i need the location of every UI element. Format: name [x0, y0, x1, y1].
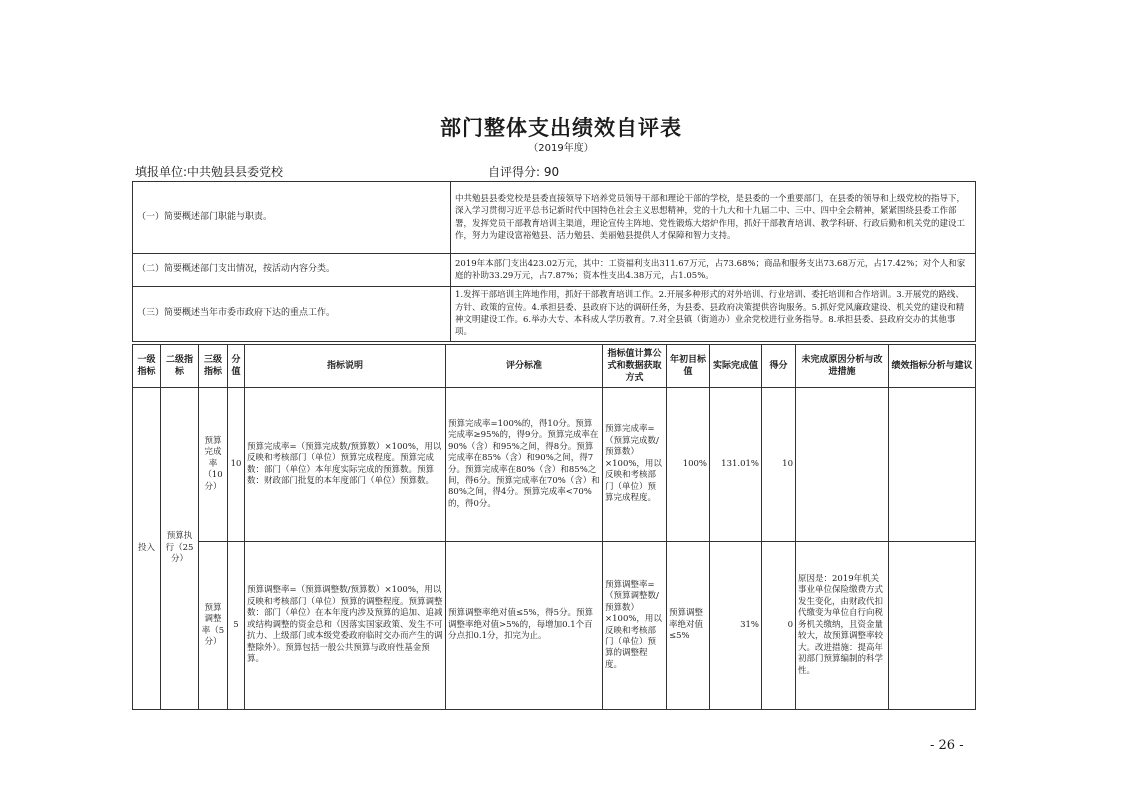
- overview-answer: 1.发挥干部培训主阵地作用，抓好干部教育培训工作。2.开展多种形式的对外培训、行业培训、委托培训和合作培训。3.开展党的路线、方针、政策的宣传。4.承担县委、县政府下达的调研任务，为县委、县政府决策提供咨询服务。5.抓好党风廉政建设、机关党的建设和精神文明建设工作。6.举办大专、本科成人学历教育。7.对全县镇（街道办）业余党校进行业务指导。8.承担县委、县政府交办的其他事项。: [451, 287, 976, 342]
- formula-cell: 预算完成率=（预算完成数/预算数）×100%，用以反映和考核部门（单位）预算完成程度。: [603, 388, 667, 542]
- report-year: （2019年度）: [528, 143, 594, 154]
- overview-question: （二）简要概述部门支出情况，按活动内容分类。: [133, 254, 451, 287]
- level1-cell: 投入: [133, 388, 161, 710]
- col-header: 指标说明: [245, 345, 446, 388]
- table-row: [133, 388, 976, 542]
- overview-row: [133, 254, 976, 287]
- reason-cell: 原因是：2019年机关事业单位保险缴费方式发生变化，由财政代扣代缴变为单位自行向税务机关缴纳，且资金量较大，故预算调整率较大。改进措施：提高年初部门预算编制的科学性。: [796, 542, 889, 710]
- overview-row: [133, 182, 976, 254]
- formula-cell: 预算调整率=（预算调整数/预算数）×100%，用以反映和考核部门（单位）预算的调整程度。: [603, 542, 667, 710]
- suggest-cell: [889, 388, 976, 542]
- suggest-cell: [889, 542, 976, 710]
- col-header: 三级指标: [199, 345, 228, 388]
- col-header: 绩效指标分析与建议: [889, 345, 976, 388]
- score-value-cell: 10: [228, 388, 245, 542]
- reporting-unit: 填报单位:中共勉县县委党校: [135, 165, 284, 179]
- score-cell: 0: [762, 542, 796, 710]
- col-header: 二级指标: [161, 345, 199, 388]
- actual-cell: 31%: [710, 542, 762, 710]
- col-header: 年初目标值: [667, 345, 710, 388]
- col-header: 指标值计算公式和数据获取方式: [603, 345, 667, 388]
- col-header: 得分: [762, 345, 796, 388]
- score-value-cell: 5: [228, 542, 245, 710]
- header-row: [133, 345, 976, 388]
- overview-answer: 中共勉县县委党校是县委直接领导下培养党员领导干部和理论干部的学校，是县委的一个重要部门，在县委的领导和上级党校的指导下，深入学习贯彻习近平总书记新时代中国特色社会主义思想精神，党的十九大和十九届二中、三中、四中全会精神，紧紧围绕县委工作部署，发挥党员干部教育培训主渠道，理论宣传主阵地、党性锻炼大熔炉作用，抓好干部教育培训、教学科研、行政后勤和机关党的建设工作，努力为建设富裕勉县、活力勉县、美丽勉县提供人才保障和智力支持。: [451, 182, 976, 254]
- table-row: [133, 542, 976, 710]
- actual-cell: 131.01%: [710, 388, 762, 542]
- col-header: 实际完成值: [710, 345, 762, 388]
- col-header: 未完成原因分析与改进措施: [796, 345, 889, 388]
- page-number: - 26 -: [930, 738, 964, 753]
- score-cell: 10: [762, 388, 796, 542]
- desc-cell: 预算调整率=（预算调整数/预算数）×100%，用以反映和考核部门（单位）预算的调整程度。预算调整数：部门（单位）在本年度内涉及预算的追加、追减或结构调整的资金总和（因落实国家政策、发生不可抗力、上级部门或本级党委政府临时交办而产生的调整除外）。预算包括一般公共预算与政府性基金预算。: [245, 542, 446, 710]
- page-title: 部门整体支出绩效自评表: [440, 116, 682, 140]
- level2-cell: 预算执行（25分）: [161, 388, 199, 710]
- standard-cell: 预算调整率绝对值≤5%，得5分。预算调整率绝对值>5%的，每增加0.1个百分点扣0.1分，扣完为止。: [446, 542, 603, 710]
- level3-cell: 预算调整率（5分）: [199, 542, 228, 710]
- indicator-table: [132, 344, 976, 710]
- overview-question: （一）简要概述部门职能与职责。: [133, 182, 451, 254]
- col-header: 分值: [228, 345, 245, 388]
- overview-question: （三）简要概述当年市委市政府下达的重点工作。: [133, 287, 451, 342]
- col-header: 一级指标: [133, 345, 161, 388]
- desc-cell: 预算完成率=（预算完成数/预算数）×100%，用以反映和考核部门（单位）预算完成程度。预算完成数：部门（单位）本年度实际完成的预算数。预算数：财政部门批复的本年度部门（单位）预算数。: [245, 388, 446, 542]
- level3-cell: 预算完成率（10分）: [199, 388, 228, 542]
- overview-table: [132, 181, 976, 342]
- target-cell: 100%: [667, 388, 710, 542]
- target-cell: 预算调整率绝对值≤5%: [667, 542, 710, 710]
- overview-answer: 2019年本部门支出423.02万元，其中：工资福利支出311.67万元，占73.68%；商品和服务支出73.68万元，占17.42%；对个人和家庭的补助33.29万元，占7.87%；资本性支出4.38万元，占1.05%。: [451, 254, 976, 287]
- self-score: 自评得分: 90: [488, 165, 560, 179]
- standard-cell: 预算完成率=100%的，得10分。预算完成率≥95%的，得9分。预算完成率在90%（含）和95%之间，得8分。预算完成率在85%（含）和90%之间，得7分。预算完成率在80%（含）和85%之间，得6分。预算完成率在70%（含）和80%之间，得4分。预算完成率<70%的，得0分。: [446, 388, 603, 542]
- overview-row: [133, 287, 976, 342]
- reason-cell: [796, 388, 889, 542]
- col-header: 评分标准: [446, 345, 603, 388]
